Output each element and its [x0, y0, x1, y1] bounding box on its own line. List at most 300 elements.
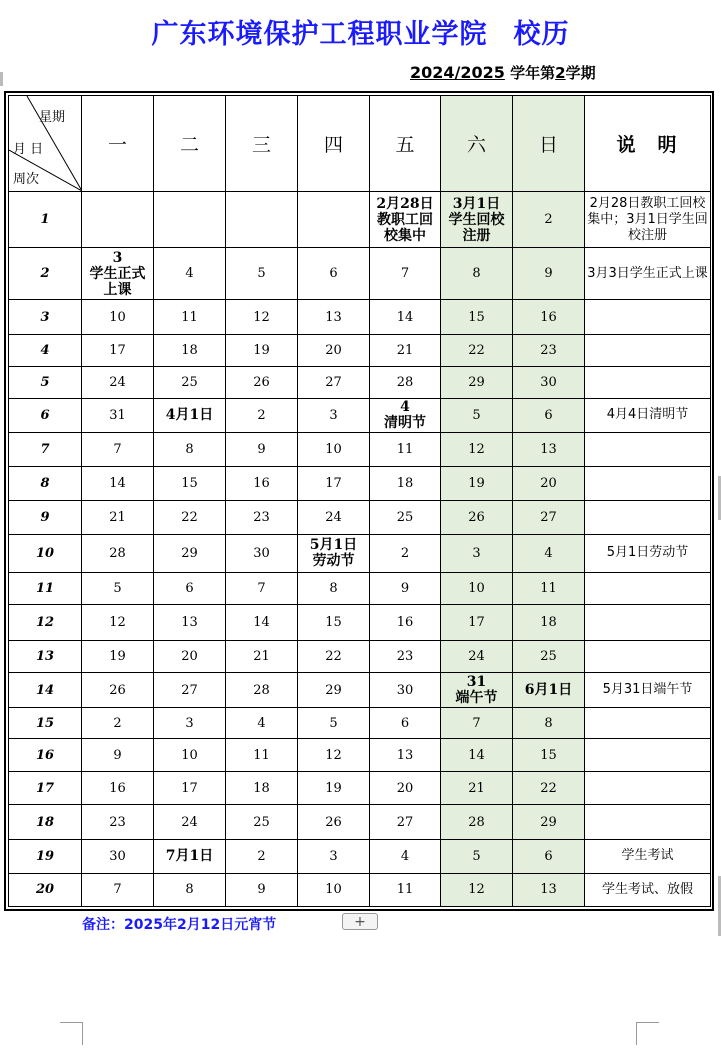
day-cell [82, 739, 154, 772]
day-date: 22 [325, 648, 342, 664]
day-cell [513, 572, 585, 604]
week-row [9, 672, 711, 707]
day-cell [370, 432, 441, 466]
day-date: 5 [472, 848, 481, 864]
day-cell [154, 772, 226, 805]
weekday-header: 三 [226, 96, 298, 192]
day-date: 17 [325, 476, 342, 492]
description-cell [585, 805, 711, 839]
crop-mark [60, 1022, 83, 1045]
day-cell [513, 739, 585, 772]
description-cell [585, 366, 711, 398]
day-date: 4月1日 [165, 407, 214, 424]
day-date: 8 [544, 715, 553, 731]
day-cell [82, 300, 154, 334]
day-cell [370, 334, 441, 366]
day-cell [441, 604, 513, 640]
corner-header [9, 96, 82, 192]
week-row [9, 739, 711, 772]
day-date: 12 [253, 309, 270, 325]
day-cell [226, 572, 298, 604]
day-date: 6 [185, 580, 194, 596]
day-date: 10 [109, 309, 126, 325]
day-date: 29 [325, 682, 342, 698]
day-date: 29 [468, 374, 485, 390]
week-row [9, 640, 711, 672]
calendar-table [8, 95, 711, 907]
day-date: 21 [396, 342, 414, 358]
week-row [9, 535, 711, 572]
day-cell [441, 672, 513, 707]
day-date: 7 [472, 715, 481, 731]
day-cell [298, 248, 370, 300]
day-date: 26 [109, 682, 126, 698]
day-date: 26 [325, 814, 342, 830]
day-date: 20 [181, 648, 198, 664]
day-date: 19 [468, 476, 485, 492]
week-number: 5 [9, 366, 82, 398]
day-cell [513, 535, 585, 572]
weekday-header: 六 [441, 96, 513, 192]
day-cell [370, 640, 441, 672]
day-date: 2 [257, 407, 266, 423]
day-cell [441, 805, 513, 839]
day-cell [154, 873, 226, 906]
day-cell [226, 805, 298, 839]
day-cell [370, 535, 441, 572]
day-date: 5 [113, 580, 122, 596]
day-date: 9 [400, 580, 410, 596]
day-date: 9 [257, 442, 266, 458]
day-date: 28 [253, 682, 270, 698]
day-cell [370, 366, 441, 398]
day-cell [298, 192, 370, 248]
day-date: 8 [472, 266, 481, 282]
day-date: 30 [540, 374, 557, 390]
day-date: 2 [544, 212, 553, 228]
week-number: 4 [9, 334, 82, 366]
day-date: 31 [466, 674, 487, 690]
week-row [9, 604, 711, 640]
day-cell [298, 572, 370, 604]
week-number: 14 [9, 672, 82, 707]
day-date: 5 [257, 266, 266, 282]
day-date: 24 [468, 648, 485, 664]
day-date: 24 [181, 814, 198, 830]
day-cell [513, 192, 585, 248]
day-event-text: 劳动节 [312, 553, 355, 570]
day-event-text: 清明节 [384, 415, 426, 432]
day-cell [226, 873, 298, 906]
week-number: 20 [9, 873, 82, 906]
day-date: 20 [540, 476, 557, 492]
day-cell [370, 248, 441, 300]
page-title [0, 12, 721, 51]
day-date: 25 [396, 510, 414, 526]
day-date: 13 [540, 442, 557, 458]
day-cell [370, 501, 441, 535]
weekday-header: 五 [370, 96, 441, 192]
day-cell [298, 839, 370, 873]
day-date: 3 [329, 848, 338, 864]
week-row [9, 805, 711, 839]
day-cell [154, 398, 226, 432]
day-date: 13 [325, 309, 342, 325]
week-number: 6 [9, 398, 82, 432]
day-date: 11 [181, 309, 198, 325]
day-cell [82, 839, 154, 873]
day-date: 8 [329, 580, 338, 596]
day-cell [154, 572, 226, 604]
day-cell [82, 873, 154, 906]
day-cell [154, 334, 226, 366]
day-cell [226, 248, 298, 300]
day-date: 9 [257, 882, 266, 898]
day-cell [370, 300, 441, 334]
day-date: 30 [253, 545, 270, 561]
description-cell [585, 300, 711, 334]
day-date: 7 [400, 266, 410, 282]
day-cell [370, 398, 441, 432]
day-cell [513, 398, 585, 432]
calendar-label: 校历 [513, 19, 570, 50]
corner-weekday-label: 星期 [39, 110, 66, 125]
description-cell: 2月28日教职工回校集中；3月1日学生回校注册 [585, 192, 711, 248]
day-event-text: 端午节 [455, 690, 498, 706]
day-date: 3 [472, 545, 481, 561]
day-cell [513, 839, 585, 873]
corner-month-day-label: 月 日 [13, 142, 44, 157]
day-cell [370, 772, 441, 805]
day-date: 4 [257, 715, 266, 731]
day-date: 10 [325, 442, 342, 458]
day-cell [226, 739, 298, 772]
day-date: 16 [253, 476, 270, 492]
day-date: 4 [400, 399, 410, 416]
day-date: 7 [257, 580, 266, 596]
day-date: 29 [540, 814, 557, 830]
day-cell [82, 248, 154, 300]
weekday-header: 四 [298, 96, 370, 192]
week-row [9, 501, 711, 535]
day-date: 7 [113, 882, 122, 898]
day-date: 2 [400, 545, 410, 561]
add-row-button[interactable]: + [342, 913, 378, 930]
weekday-header: 日 [513, 96, 585, 192]
day-cell [370, 739, 441, 772]
day-cell [441, 535, 513, 572]
day-cell [370, 572, 441, 604]
day-cell [441, 192, 513, 248]
week-number: 8 [9, 467, 82, 501]
day-cell [298, 501, 370, 535]
day-date: 23 [396, 648, 414, 664]
day-date: 22 [468, 342, 485, 358]
week-number: 17 [9, 772, 82, 805]
description-cell [585, 572, 711, 604]
corner-week-label: 周次 [13, 172, 40, 187]
weekday-header: 二 [154, 96, 226, 192]
day-date: 25 [540, 648, 557, 664]
day-cell [298, 739, 370, 772]
weekday-header: 一 [82, 96, 154, 192]
day-date: 25 [181, 374, 198, 390]
crop-mark [636, 1022, 659, 1045]
day-cell [441, 398, 513, 432]
day-cell [226, 398, 298, 432]
day-cell [82, 572, 154, 604]
day-cell [298, 432, 370, 466]
day-cell [82, 772, 154, 805]
description-header: 说明 [585, 96, 711, 192]
day-cell [513, 300, 585, 334]
day-cell [441, 467, 513, 501]
description-cell [585, 432, 711, 466]
day-date: 3 [329, 407, 338, 423]
day-date: 21 [109, 510, 126, 526]
day-date: 16 [396, 614, 414, 630]
day-date: 10 [181, 747, 198, 763]
day-date: 18 [396, 476, 414, 492]
week-number: 13 [9, 640, 82, 672]
description-cell [585, 334, 711, 366]
day-date: 4 [544, 545, 553, 561]
day-cell [441, 366, 513, 398]
day-date: 15 [540, 747, 557, 763]
day-date: 6 [400, 715, 410, 731]
day-cell [298, 467, 370, 501]
day-date: 20 [325, 342, 342, 358]
day-cell [441, 772, 513, 805]
day-cell [298, 708, 370, 739]
day-cell [441, 739, 513, 772]
day-date: 15 [468, 309, 485, 325]
day-date: 26 [468, 510, 485, 526]
day-date: 22 [181, 510, 198, 526]
week-row [9, 398, 711, 432]
week-row [9, 366, 711, 398]
week-number: 16 [9, 739, 82, 772]
week-number: 12 [9, 604, 82, 640]
day-date: 23 [540, 342, 557, 358]
day-date: 5 [472, 407, 481, 423]
week-row [9, 300, 711, 334]
day-cell [370, 672, 441, 707]
term-suffix: 学期 [565, 64, 596, 82]
day-cell [441, 300, 513, 334]
day-date: 14 [109, 476, 126, 492]
day-date: 26 [253, 374, 270, 390]
day-cell [298, 873, 370, 906]
day-date: 21 [253, 648, 270, 664]
day-date: 3 [112, 249, 123, 266]
day-cell [82, 604, 154, 640]
day-cell [226, 772, 298, 805]
day-cell [154, 805, 226, 839]
day-date: 21 [468, 780, 485, 796]
description-cell [585, 772, 711, 805]
day-date: 15 [325, 614, 342, 630]
day-date: 11 [253, 747, 270, 763]
day-cell [82, 535, 154, 572]
day-date: 12 [325, 747, 342, 763]
day-event-text: 学生正式 [89, 265, 146, 282]
day-date: 27 [325, 374, 342, 390]
day-cell [441, 432, 513, 466]
day-cell [513, 772, 585, 805]
day-date: 27 [540, 510, 557, 526]
day-cell [154, 739, 226, 772]
day-cell [298, 300, 370, 334]
day-cell [82, 805, 154, 839]
week-row [9, 334, 711, 366]
page-edge-marker [0, 72, 3, 86]
day-cell [82, 334, 154, 366]
day-date: 13 [396, 747, 414, 763]
day-date: 28 [396, 374, 414, 390]
day-date: 8 [185, 442, 194, 458]
day-cell [82, 640, 154, 672]
day-cell [513, 873, 585, 906]
day-cell [226, 300, 298, 334]
day-date: 11 [540, 580, 557, 596]
day-cell [226, 708, 298, 739]
day-date: 27 [181, 682, 198, 698]
day-date: 18 [181, 342, 198, 358]
day-event-text: 注册 [462, 227, 491, 244]
day-cell [154, 467, 226, 501]
day-cell [370, 467, 441, 501]
day-date: 16 [540, 309, 557, 325]
day-cell [370, 873, 441, 906]
day-date: 27 [396, 814, 414, 830]
footnote: 备注：2025年2月12日元宵节 [82, 917, 277, 933]
day-cell [154, 300, 226, 334]
day-date: 20 [396, 780, 414, 796]
day-cell [82, 672, 154, 707]
week-row [9, 467, 711, 501]
day-date: 31 [109, 407, 126, 423]
day-date: 6 [544, 848, 553, 864]
description-cell [585, 501, 711, 535]
week-number: 3 [9, 300, 82, 334]
day-cell [226, 334, 298, 366]
day-date: 28 [109, 545, 126, 561]
day-cell [298, 334, 370, 366]
day-date: 11 [396, 442, 414, 458]
week-number: 2 [9, 248, 82, 300]
day-cell [513, 366, 585, 398]
day-cell [441, 640, 513, 672]
week-row [9, 432, 711, 466]
day-date: 13 [181, 614, 198, 630]
day-date: 6 [329, 266, 338, 282]
day-cell [513, 640, 585, 672]
day-date: 29 [181, 545, 198, 561]
header-row [9, 96, 711, 192]
day-date: 14 [468, 747, 485, 763]
day-cell [298, 398, 370, 432]
day-date: 12 [468, 882, 485, 898]
day-date: 14 [396, 309, 414, 325]
day-date: 30 [109, 848, 126, 864]
day-cell [154, 366, 226, 398]
day-date: 18 [540, 614, 557, 630]
day-cell [154, 640, 226, 672]
day-date: 5 [329, 715, 338, 731]
day-cell [298, 604, 370, 640]
day-date: 17 [181, 780, 198, 796]
day-cell [370, 192, 441, 248]
day-date: 6 [544, 407, 553, 423]
day-cell [370, 839, 441, 873]
day-cell [441, 334, 513, 366]
day-date: 25 [253, 814, 270, 830]
day-date: 16 [109, 780, 126, 796]
day-date: 2月28日 [376, 195, 434, 212]
term-mid-text: 学年第 [510, 64, 556, 82]
week-row [9, 839, 711, 873]
description-cell [585, 739, 711, 772]
academic-year: 2024/2025 [410, 63, 505, 82]
day-cell [226, 501, 298, 535]
day-cell [154, 672, 226, 707]
day-date: 12 [468, 442, 485, 458]
day-date: 10 [325, 882, 342, 898]
day-date: 28 [468, 814, 485, 830]
description-cell: 学生考试、放假 [585, 873, 711, 906]
day-date: 6月1日 [524, 682, 573, 698]
day-cell [226, 535, 298, 572]
day-event-text: 校集中 [384, 227, 426, 244]
term-number: 2 [555, 64, 566, 82]
week-number: 9 [9, 501, 82, 535]
day-cell [298, 640, 370, 672]
day-date: 24 [325, 510, 342, 526]
day-event-text: 上课 [103, 281, 132, 298]
day-date: 18 [253, 780, 270, 796]
week-number: 18 [9, 805, 82, 839]
day-date: 5月1日 [309, 537, 358, 554]
day-cell [226, 432, 298, 466]
day-cell [154, 432, 226, 466]
day-cell [154, 839, 226, 873]
week-number: 11 [9, 572, 82, 604]
day-date: 9 [113, 747, 122, 763]
week-row [9, 572, 711, 604]
week-row [9, 248, 711, 300]
day-cell [226, 366, 298, 398]
day-cell [154, 192, 226, 248]
day-cell [441, 501, 513, 535]
description-cell: 学生考试 [585, 839, 711, 873]
day-date: 24 [109, 374, 126, 390]
day-date: 30 [396, 682, 414, 698]
day-event-text: 教职工回 [377, 211, 433, 228]
description-cell [585, 640, 711, 672]
day-date: 19 [253, 342, 270, 358]
description-cell [585, 708, 711, 739]
day-cell [298, 805, 370, 839]
day-cell [154, 535, 226, 572]
day-event-text: 学生回校 [448, 211, 505, 228]
day-cell [441, 572, 513, 604]
day-date: 11 [396, 882, 414, 898]
day-cell [298, 366, 370, 398]
day-date: 7 [113, 442, 122, 458]
day-date: 7月1日 [165, 848, 214, 865]
week-row [9, 708, 711, 739]
